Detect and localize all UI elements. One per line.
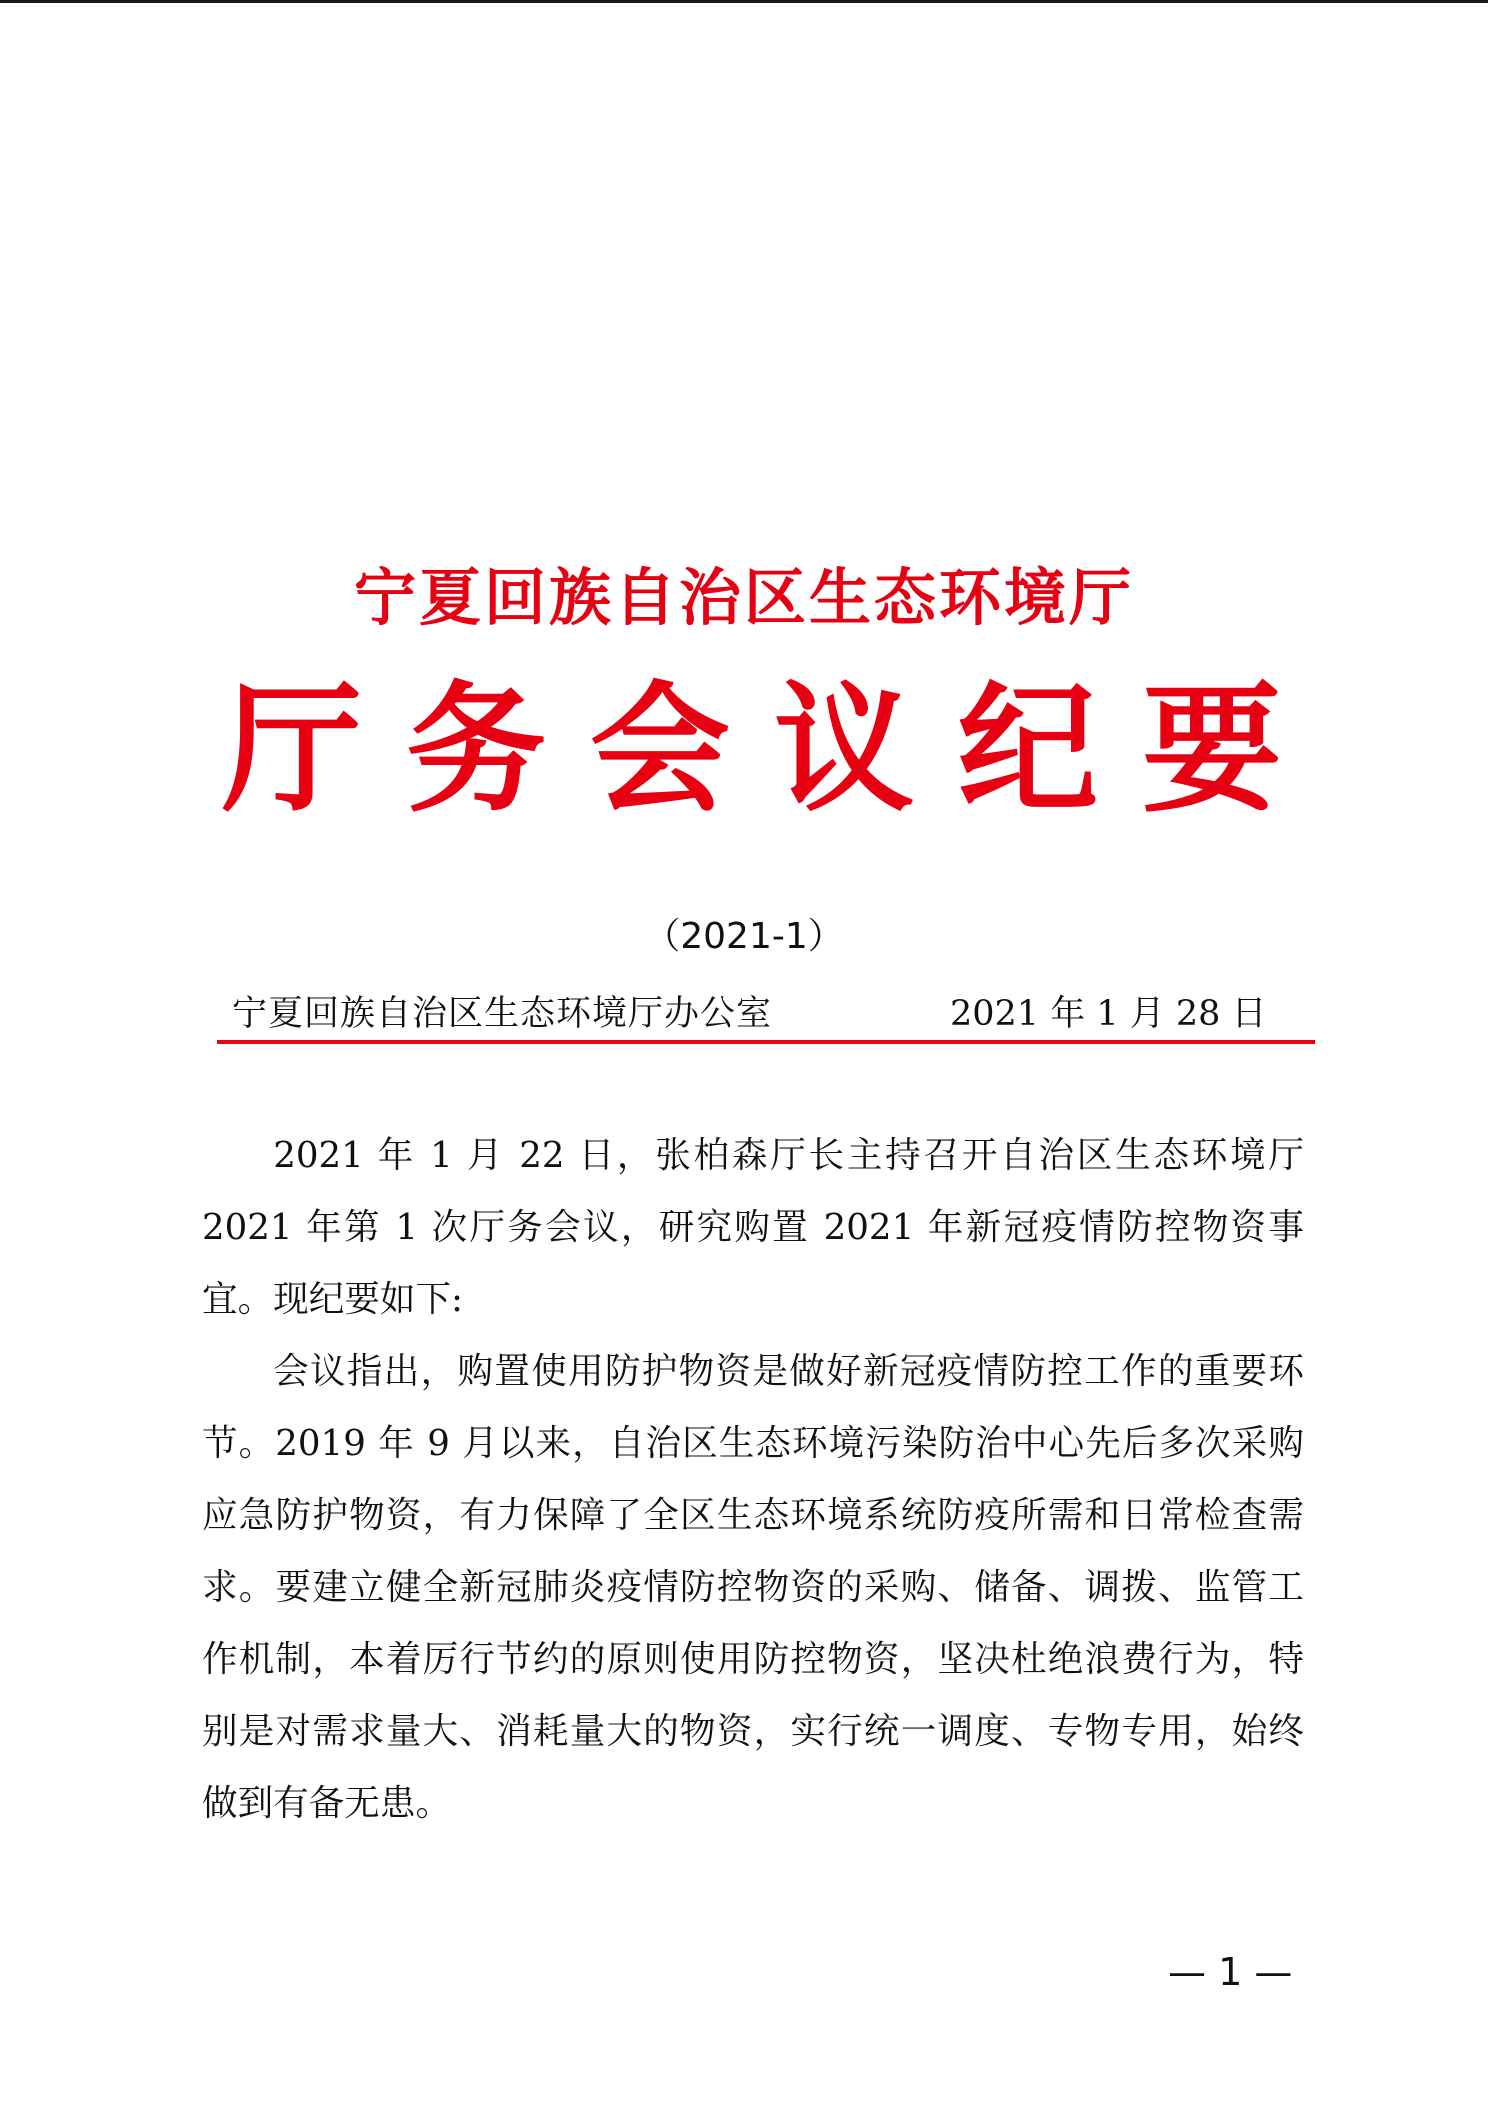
title-char: 厅 [222,668,363,832]
page-number: — 1 — [1168,1950,1293,1994]
agency-title: 宁夏回族自治区生态环境厅 [353,561,1134,634]
issue-date: 2021 年 1 月 28 日 [950,994,1267,1034]
title-char: 要 [1141,668,1282,832]
document-title [222,668,1282,832]
title-char: 纪 [957,668,1098,832]
title-char: 会 [589,668,730,832]
paragraph: 2021 年 1 月 22 日，张柏森厅长主持召开自治区生态环境厅 2021 年第 1 次厅务会议，研究购置 2021 年新冠疫情防控物资事宜。现纪要如下: [202,1135,1304,1320]
issuer-row [232,986,1267,1034]
title-char: 议 [773,668,914,832]
document-number: （2021-1） [644,916,844,957]
top-border [0,0,1488,3]
body-text [202,1120,1304,1840]
red-divider [217,1040,1315,1044]
issuer: 宁夏回族自治区生态环境厅办公室 [232,994,773,1034]
title-char: 务 [405,668,546,832]
paragraph: 会议指出，购置使用防护物资是做好新冠疫情防控工作的重要环节。2019 年 9 月以来，自治区生态环境污染防治中心先后多次采购应急防护物资，有力保障了全区生态环境系统防疫所需和日常检查需求。要建立健全新冠肺炎疫情防控物资的采购、储备、调拨、监管工作机制，本着厉行节约的原则使用防控物资，坚决杜绝浪费行为，特别是对需求量大、消耗量大的物资，实行统一调度、专物专用，始终做到有备无患。 [202,1351,1304,1824]
